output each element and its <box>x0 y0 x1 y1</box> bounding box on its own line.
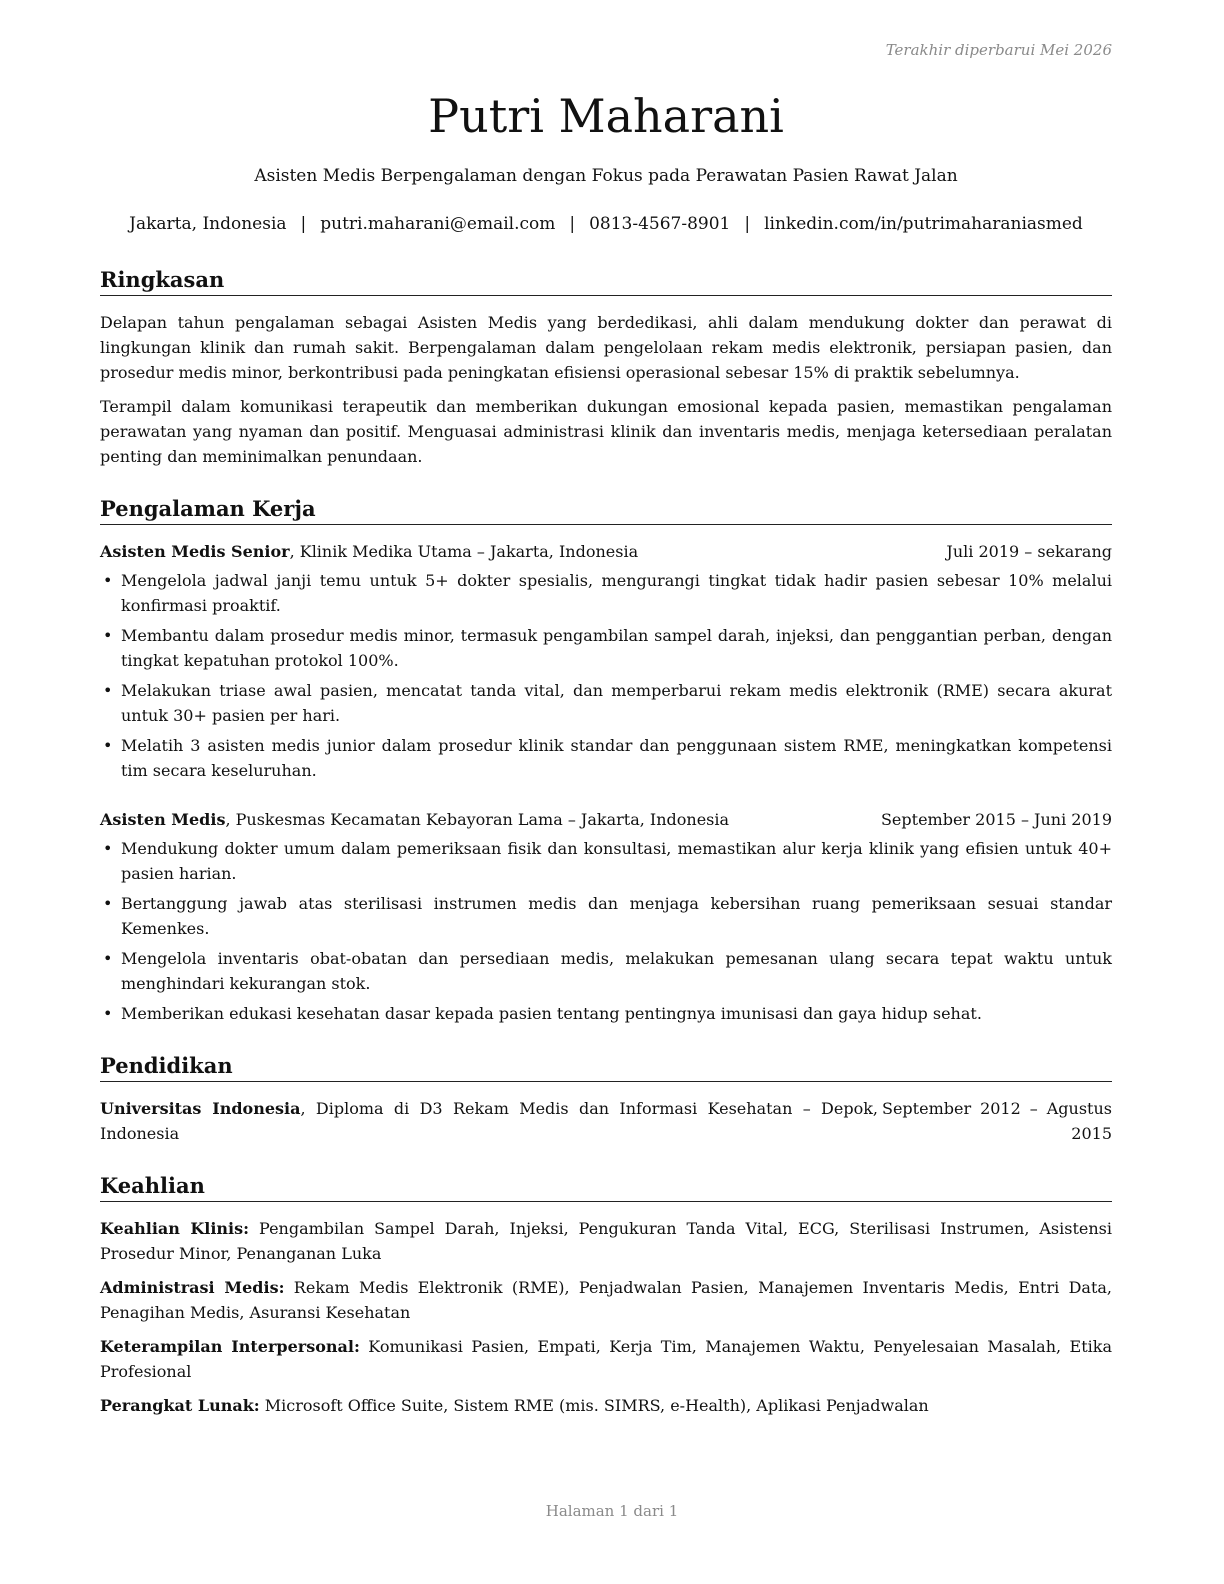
job-header <box>100 807 1112 832</box>
bullet-icon: • <box>103 626 113 645</box>
bullet-icon: • <box>103 949 113 968</box>
job-bullet <box>100 946 1112 996</box>
job-bullet-list <box>100 568 1112 783</box>
headline: Asisten Medis Berpengalaman dengan Fokus pada Perawatan Pasien Rawat Jalan <box>254 166 958 186</box>
last-updated-note: Terakhir diperbarui Mei 2026 <box>885 41 1112 59</box>
contact-linkedin[interactable]: linkedin.com/in/putrimaharaniasmed <box>764 214 1083 234</box>
bullet-icon: • <box>103 681 113 700</box>
summary-paragraph: Delapan tahun pengalaman sebagai Asisten Medis yang berdedikasi, ahli dalam mendukung dokter dan perawat di lingkungan klinik dan rumah sakit. Berpengalaman dalam pengelolaan rekam medis elektronik, persiapan pasien, dan prosedur medis minor, berkontribusi pada peningkatan efisiensi operasional sebesar 15% di praktik sebelumnya. <box>100 313 1112 382</box>
candidate-name: Putri Maharani <box>428 89 784 143</box>
job-bullet-text: Memberikan edukasi kesehatan dasar kepada pasien tentang pentingnya imunisasi dan gaya hidup sehat. <box>121 1004 982 1023</box>
bullet-icon: • <box>103 839 113 858</box>
skill-group-text: Komunikasi Pasien, Empati, Kerja Tim, Manajemen Waktu, Penyelesaian Masalah, Etika Profesional <box>100 1337 1112 1381</box>
skill-group-text: Rekam Medis Elektronik (RME), Penjadwalan Pasien, Manajemen Inventaris Medis, Entri Data, Penagihan Medis, Asuransi Kesehatan <box>100 1278 1112 1322</box>
job-bullet <box>100 891 1112 941</box>
skill-group <box>100 1393 1112 1418</box>
contact-separator: | <box>569 214 576 234</box>
job-bullet <box>100 568 1112 618</box>
education-school: Universitas Indonesia <box>100 1099 301 1118</box>
job-bullet <box>100 1001 1112 1026</box>
section-title-summary: Ringkasan <box>100 266 1112 296</box>
skill-group-text: Pengambilan Sampel Darah, Injeksi, Pengukuran Tanda Vital, ECG, Sterilisasi Instrumen, Asistensi Prosedur Minor, Penanganan Luka <box>100 1219 1112 1263</box>
skill-group-label: Keterampilan Interpersonal: <box>100 1337 360 1356</box>
contact-line <box>100 212 1112 236</box>
skill-group <box>100 1216 1112 1266</box>
job-bullet <box>100 836 1112 886</box>
job-organization: , Klinik Medika Utama – Jakarta, Indonesia <box>289 542 639 561</box>
bullet-icon: • <box>103 1004 113 1023</box>
contact-location: Jakarta, Indonesia <box>129 214 287 234</box>
job-bullet-list <box>100 836 1112 1026</box>
education-entry <box>100 1096 1112 1146</box>
job-title-line <box>100 539 946 564</box>
page-number-footer: Halaman 1 dari 1 <box>545 1502 679 1520</box>
job-bullet-text: Melakukan triase awal pasien, mencatat tanda vital, dan memperbarui rekam medis elektronik (RME) secara akurat untuk 30+ pasien per hari. <box>121 681 1112 725</box>
contact-email[interactable]: putri.maharani@email.com <box>320 214 556 234</box>
job-bullet <box>100 733 1112 783</box>
bullet-icon: • <box>103 571 113 590</box>
resume-page <box>100 40 1112 1418</box>
job-bullet-text: Bertanggung jawab atas sterilisasi instrumen medis dan menjaga kebersihan ruang pemeriksaan sesuai standar Kemenkes. <box>121 894 1112 938</box>
job-bullet-text: Mengelola inventaris obat-obatan dan persediaan medis, melakukan pemesanan ulang secara tepat waktu untuk menghindari kekurangan stok. <box>121 949 1112 993</box>
contact-separator: | <box>300 214 307 234</box>
summary-paragraph: Terampil dalam komunikasi terapeutik dan memberikan dukungan emosional kepada pasien, memastikan pengalaman perawatan yang nyaman dan positif. Menguasai administrasi klinik dan inventaris medis, menjaga ketersediaan peralatan penting dan meminimalkan penundaan. <box>100 397 1112 466</box>
education-dates: September 2012 – Agustus 2015 <box>882 1099 1112 1143</box>
job-dates: Juli 2019 – sekarang <box>946 542 1112 561</box>
job-role: Asisten Medis <box>100 810 226 829</box>
contact-separator: | <box>744 214 751 234</box>
job-role: Asisten Medis Senior <box>100 542 290 561</box>
job-organization: , Puskesmas Kecamatan Kebayoran Lama – Jakarta, Indonesia <box>225 810 730 829</box>
skill-group-label: Perangkat Lunak: <box>100 1396 260 1415</box>
section-title-education: Pendidikan <box>100 1052 1112 1082</box>
bullet-icon: • <box>103 894 113 913</box>
job-bullet <box>100 623 1112 673</box>
job-bullet-text: Mendukung dokter umum dalam pemeriksaan fisik dan konsultasi, memastikan alur kerja klinik yang efisien untuk 40+ pasien harian. <box>121 839 1112 883</box>
job-bullet <box>100 678 1112 728</box>
job-entry <box>100 539 1112 783</box>
contact-phone: 0813-4567-8901 <box>589 214 731 234</box>
skill-group <box>100 1334 1112 1384</box>
bullet-icon: • <box>103 736 113 755</box>
skill-group-label: Administrasi Medis: <box>100 1278 285 1297</box>
skill-group-text: Microsoft Office Suite, Sistem RME (mis. SIMRS, e-Health), Aplikasi Penjadwalan <box>259 1396 929 1415</box>
education-institution-line <box>100 1096 882 1146</box>
job-header <box>100 539 1112 564</box>
job-dates: September 2015 – Juni 2019 <box>880 810 1112 829</box>
education-details: , Diploma di D3 Rekam Medis dan Informasi Kesehatan – Depok, Indonesia <box>100 1099 879 1143</box>
section-title-skills: Keahlian <box>100 1172 1112 1202</box>
skill-group <box>100 1275 1112 1325</box>
job-bullet-text: Melatih 3 asisten medis junior dalam prosedur klinik standar dan penggunaan sistem RME, meningkatkan kompetensi tim secara keseluruhan. <box>121 736 1112 780</box>
skill-group-label: Keahlian Klinis: <box>100 1219 250 1238</box>
job-entry <box>100 807 1112 1026</box>
job-bullet-text: Mengelola jadwal janji temu untuk 5+ dokter spesialis, mengurangi tingkat tidak hadir pasien sebesar 10% melalui konfirmasi proaktif. <box>121 571 1112 615</box>
job-title-line <box>100 807 877 832</box>
job-bullet-text: Membantu dalam prosedur medis minor, termasuk pengambilan sampel darah, injeksi, dan penggantian perban, dengan tingkat kepatuhan protokol 100%. <box>121 626 1112 670</box>
section-title-experience: Pengalaman Kerja <box>100 495 1112 525</box>
